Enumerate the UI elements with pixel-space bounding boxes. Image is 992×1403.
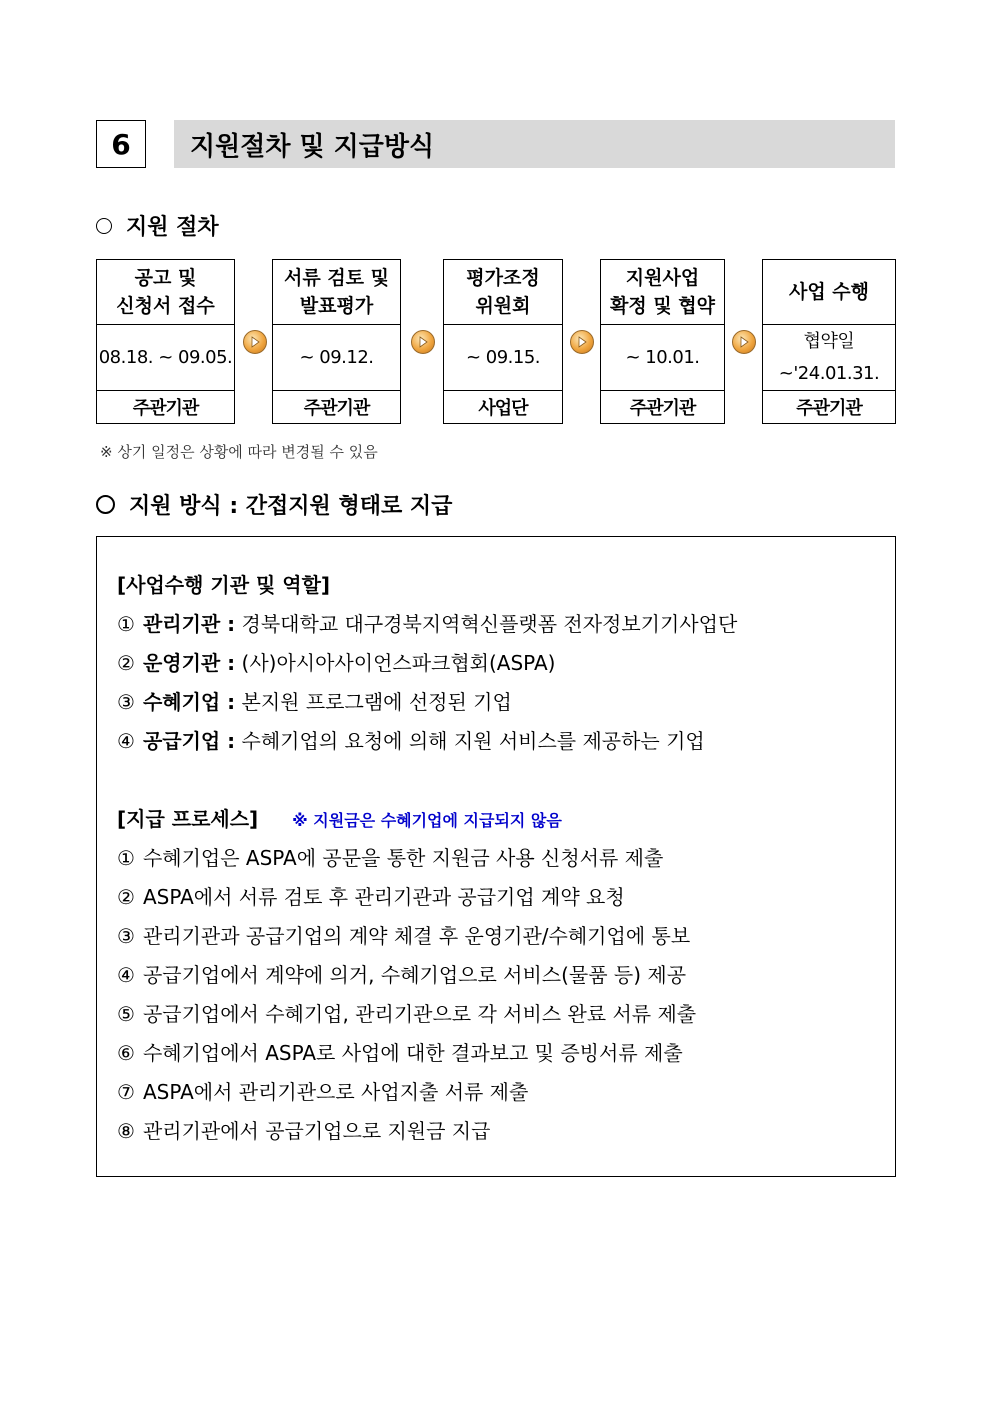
step-date: ~ 09.15. (444, 325, 562, 391)
process-item (117, 998, 696, 1027)
role-num: ③ (117, 690, 135, 714)
section-number: 6 (96, 120, 146, 168)
role-item (117, 686, 512, 715)
step-org: 주관기관 (629, 398, 696, 419)
process-item (117, 1076, 528, 1105)
process-text: 관리기관에서 공급기업으로 지원금 지급 (142, 1119, 491, 1143)
schedule-note: ※ 상기 일정은 상황에 따라 변경될 수 있음 (100, 443, 378, 461)
process-num: ⑧ (117, 1119, 135, 1143)
process-item (117, 842, 663, 871)
process-num: ② (117, 885, 135, 909)
role-num: ② (117, 651, 135, 675)
process-text: 수혜기업에서 ASPA로 사업에 대한 결과보고 및 증빙서류 제출 (142, 1041, 683, 1065)
process-title: [지급 프로세스] (117, 807, 259, 831)
process-item (117, 1115, 490, 1144)
step-1 (96, 259, 235, 424)
arrow-right-icon (243, 330, 267, 354)
method-box (96, 536, 896, 1177)
role-label: 공급기업 : (142, 729, 236, 753)
step-org: 주관기관 (796, 398, 862, 419)
process-num: ③ (117, 924, 135, 948)
step-org: 사업단 (478, 398, 528, 419)
arrow-right-icon (411, 330, 435, 354)
section-header (96, 120, 895, 168)
arrow-right-icon (732, 330, 756, 354)
role-item (117, 608, 737, 637)
process-note: ※ 지원금은 수혜기업에 지급되지 않음 (292, 811, 562, 830)
process-text: 수혜기업은 ASPA에 공문을 통한 지원금 사용 신청서류 제출 (142, 846, 664, 870)
role-label: 수혜기업 : (142, 690, 236, 714)
process-text: ASPA에서 서류 검토 후 관리기관과 공급기업 계약 요청 (142, 885, 625, 909)
process-header (117, 803, 562, 832)
process-num: ④ (117, 963, 135, 987)
process-item (117, 920, 690, 949)
step-4 (600, 259, 725, 424)
role-text: (사)아시아사이언스파크협회(ASPA) (241, 651, 556, 675)
step-5 (762, 259, 896, 424)
section-title: 지원절차 및 지급방식 (174, 120, 895, 168)
process-text: ASPA에서 관리기관으로 사업지출 서류 제출 (142, 1080, 529, 1104)
roles-title: [사업수행 기관 및 역할] (117, 573, 331, 597)
step-title: 공고 및 신청서 접수 (97, 260, 234, 325)
process-text: 공급기업에서 계약에 의거, 수혜기업으로 서비스(물품 등) 제공 (142, 963, 687, 987)
process-num: ⑤ (117, 1002, 135, 1026)
procedure-heading-text: 지원 절차 (126, 215, 219, 240)
process-num: ⑥ (117, 1041, 135, 1065)
circle-bullet-icon (96, 495, 115, 514)
procedure-heading (96, 210, 219, 241)
step-2 (272, 259, 401, 424)
role-item (117, 647, 555, 676)
method-heading-text: 지원 방식 : 간접지원 형태로 지급 (129, 494, 453, 519)
circle-bullet-icon (96, 218, 112, 234)
step-date: ~ 09.12. (273, 325, 400, 391)
step-date: 협약일 ~'24.01.31. (763, 325, 895, 391)
process-num: ① (117, 846, 135, 870)
step-org: 주관기관 (132, 398, 199, 419)
step-title: 서류 검토 및 발표평가 (273, 260, 400, 325)
step-date: ~ 10.01. (601, 325, 724, 391)
role-label: 관리기관 : (142, 612, 236, 636)
process-num: ⑦ (117, 1080, 135, 1104)
process-text: 관리기관과 공급기업의 계약 체결 후 운영기관/수혜기업에 통보 (142, 924, 691, 948)
step-title: 평가조정 위원회 (444, 260, 562, 325)
arrow-right-icon (570, 330, 594, 354)
step-3 (443, 259, 563, 424)
role-text: 수혜기업의 요청에 의해 지원 서비스를 제공하는 기업 (241, 729, 705, 753)
role-label: 운영기관 : (142, 651, 236, 675)
role-num: ④ (117, 729, 135, 753)
step-title: 사업 수행 (763, 260, 895, 325)
step-org: 주관기관 (303, 398, 370, 419)
step-date: 08.18. ~ 09.05. (97, 325, 234, 391)
role-num: ① (117, 612, 135, 636)
process-item (117, 881, 625, 910)
role-text: 경북대학교 대구경북지역혁신플랫폼 전자정보기기사업단 (241, 612, 738, 636)
method-heading (96, 489, 452, 520)
process-text: 공급기업에서 수혜기업, 관리기관으로 각 서비스 완료 서류 제출 (142, 1002, 697, 1026)
role-item (117, 725, 705, 754)
role-text: 본지원 프로그램에 선정된 기업 (241, 690, 512, 714)
process-item (117, 959, 686, 988)
process-item (117, 1037, 683, 1066)
step-title: 지원사업 확정 및 협약 (601, 260, 724, 325)
